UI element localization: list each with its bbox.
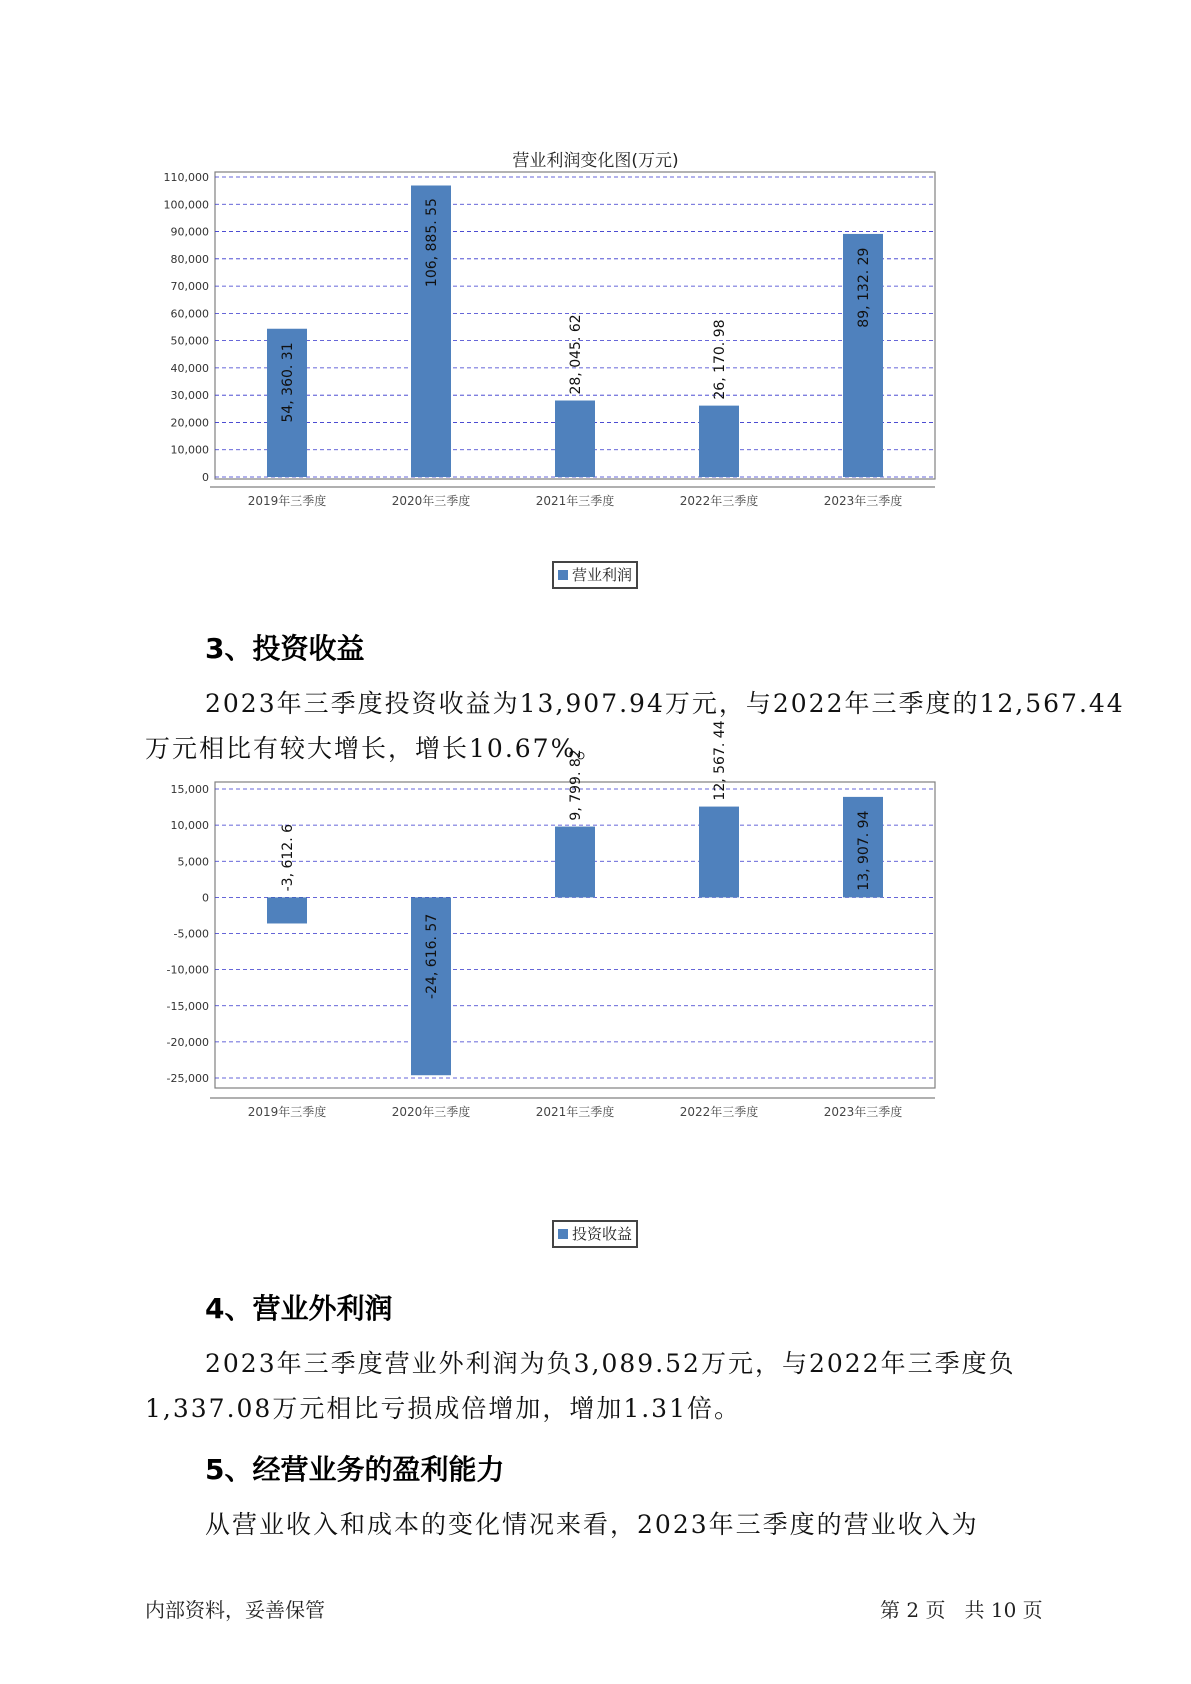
data-label: 9, 799. 82 [568,749,584,821]
y-tick-label: -5,000 [173,927,209,941]
section3-line-2: 万元相比有较大增长，增长10.67%。 [145,734,604,763]
chart2-legend [552,1220,638,1248]
x-tick-label: 2022年三季度 [679,494,759,508]
data-label: 26, 170. 98 [712,319,728,400]
legend-swatch [558,1229,568,1239]
data-label: 28, 045. 62 [568,314,584,395]
x-tick-label: 2021年三季度 [535,494,615,508]
y-tick-label: 80,000 [170,252,209,266]
y-tick-label: -20,000 [166,1035,209,1049]
y-tick-label: -10,000 [166,963,209,977]
chart1-title: 营业利润变化图(万元) [512,151,679,171]
footer-page-number: 第 2 页 共 10 页 [880,1598,1043,1622]
section4-line-1: 2023年三季度营业外利润为负3,089.52万元，与2022年三季度负 [205,1349,1016,1378]
y-tick-label: 90,000 [170,225,209,239]
section4-heading: 4、营业外利润 [205,1292,393,1325]
x-tick-label: 2020年三季度 [391,494,471,508]
data-label: -3, 612. 6 [280,823,296,892]
data-label: 13, 907. 94 [856,810,872,891]
section3-line-1: 2023年三季度投资收益为13,907.94万元，与2022年三季度的12,567.44 [205,689,1125,718]
x-tick-label: 2021年三季度 [535,1105,615,1119]
bar-2021年三季度 [555,827,595,898]
y-tick-label: 30,000 [170,389,209,403]
x-tick-label: 2019年三季度 [247,494,327,508]
y-tick-label: 40,000 [170,361,209,375]
y-tick-label: 0 [202,891,209,905]
bar-2019年三季度 [267,897,307,923]
y-tick-label: 110,000 [163,171,209,184]
y-tick-label: 50,000 [170,334,209,348]
section4-line-2: 1,337.08万元相比亏损成倍增加，增加1.31倍。 [145,1394,741,1423]
chart1-legend [552,561,638,589]
y-tick-label: 10,000 [170,443,209,457]
x-tick-label: 2023年三季度 [823,1105,903,1119]
data-label: -24, 616. 57 [424,913,440,999]
data-label: 89, 132. 29 [856,247,872,328]
y-tick-label: 0 [202,471,209,484]
section5-heading: 5、经营业务的盈利能力 [205,1453,505,1486]
y-tick-label: 60,000 [170,307,209,321]
y-tick-label: -25,000 [166,1072,209,1085]
section3-heading: 3、投资收益 [205,632,365,665]
chart2-legend-label: 投资收益 [572,1225,633,1243]
footer-confidential: 内部资料，妥善保管 [145,1598,325,1622]
x-tick-label: 2020年三季度 [391,1105,471,1119]
y-tick-label: 20,000 [170,416,209,430]
data-label: 54, 360. 31 [280,342,296,423]
operating-profit-chart [0,170,1191,530]
data-label: 12, 567. 44 [712,720,728,801]
data-label: 106, 885. 55 [424,198,440,288]
x-tick-label: 2019年三季度 [247,1105,327,1119]
section5-line-1: 从营业收入和成本的变化情况来看，2023年三季度的营业收入为 [205,1510,979,1539]
y-tick-label: 100,000 [163,198,209,212]
bar-2022年三季度 [699,807,739,898]
y-tick-label: -15,000 [166,999,209,1013]
y-tick-label: 5,000 [177,855,209,869]
chart1-legend-label: 营业利润 [572,566,633,584]
x-tick-label: 2023年三季度 [823,494,903,508]
bar-2022年三季度 [699,406,739,477]
bar-2021年三季度 [555,401,595,477]
y-tick-label: 70,000 [170,280,209,294]
legend-swatch [558,570,568,580]
x-tick-label: 2022年三季度 [679,1105,759,1119]
y-tick-label: 15,000 [170,783,209,796]
y-tick-label: 10,000 [170,819,209,833]
